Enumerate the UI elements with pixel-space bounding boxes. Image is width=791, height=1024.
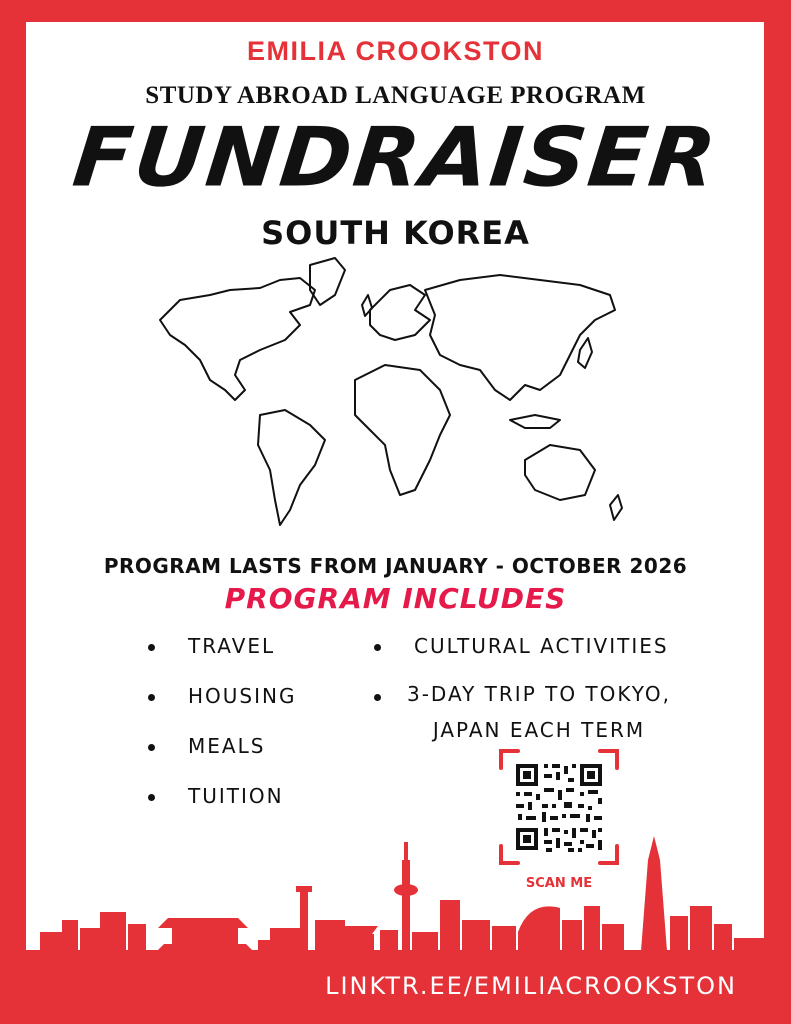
list-item: CULTURAL ACTIVITIES bbox=[374, 634, 704, 684]
program-dates: PROGRAM LASTS FROM JANUARY - OCTOBER 2026 bbox=[103, 554, 688, 578]
program-subtitle: STUDY ABROAD LANGUAGE PROGRAM bbox=[145, 82, 646, 109]
world-map-icon bbox=[140, 250, 640, 540]
list-item: HOUSING bbox=[148, 684, 348, 734]
bullet-icon bbox=[148, 744, 155, 751]
includes-heading: PROGRAM INCLUDES bbox=[224, 582, 567, 615]
bullet-icon bbox=[148, 644, 155, 651]
fundraiser-headline: FUNDRAISER bbox=[68, 110, 723, 206]
list-item: TUITION bbox=[148, 784, 348, 834]
bullet-icon bbox=[148, 794, 155, 801]
list-item: 3-DAY TRIP TO TOKYO, JAPAN EACH TERM bbox=[374, 684, 704, 774]
included-items-left bbox=[148, 634, 348, 834]
list-item: MEALS bbox=[148, 734, 348, 784]
list-item: TRAVEL bbox=[148, 634, 348, 684]
bullet-icon bbox=[374, 694, 381, 701]
author-name: EMILIA CROOKSTON bbox=[246, 36, 544, 66]
bullet-icon bbox=[148, 694, 155, 701]
bullet-icon bbox=[374, 644, 381, 651]
country-title: SOUTH KOREA bbox=[261, 214, 530, 252]
qr-caption: SCAN ME bbox=[525, 876, 593, 891]
link-url[interactable]: LINKTR.EE/EMILIACROOKSTON bbox=[325, 972, 737, 1000]
